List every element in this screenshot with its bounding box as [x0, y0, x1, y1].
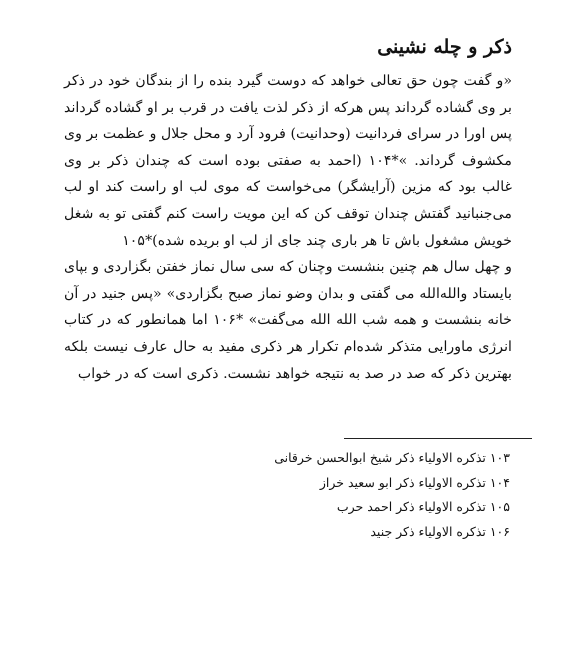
footnote-105: ۱۰۵ تذکره الاولیاء ذکر احمد حرب: [336, 499, 510, 514]
main-text-block: [64, 32, 512, 387]
paragraph-2: و چهل سال هم چنین بنشست وچنان که سی سال نماز خفتن بگزاردی و بپای بایستاد والله‌الله می گفتی و بدان وضو نماز صبح بگزاردی» «پس جنید در آن خانه بنشست و همه شب الله الله می‌گفت» *۱۰۶ اما همانطور که در کتاب انرژی ماورایی متذکر شده‌ام تکرار هر ذکری مفید به حال عارف نیست بلکه بهترین ذکر که صد در صد به نتیجه خواهد نشست. ذکری است که در خواب: [64, 259, 513, 382]
section-title: ذکر و چله نشینی: [377, 36, 512, 58]
footnote-106: ۱۰۶ تذکره الاولیاء ذکر جنید: [370, 523, 510, 539]
paragraph-1: «و گفت چون حق تعالی خواهد که دوست گیرد بنده را از بندگان خود در ذکر بر وی گشاده گرداند پس هرکه از ذکر لذت یافت در قرب بر او گشاده گرداند پس اورا در سرای فردانیت (وحدانیت) فرود آرد و محل جلال و عظمت بر وی مکشوف گرداند. »*۱۰۴ (احمد به صفتی بوده است که چندان ذکر بر وی غالب بود که مزین (آرایشگر) می‌خواست که موی لب او راست کند او لب می‌جنبانید گفتش چندان توقف کن که این مویت راست کنم گفتی تو به شغل خویش مشغول باش تا هر باری چند جای از لب او بریده شده)*۱۰۵: [64, 73, 512, 249]
footnote-104: ۱۰۴ تذکره الاولیاء ذکر ابو سعید خراز: [319, 474, 510, 490]
footnote-103: ۱۰۳ تذکره الاولیاء ذکر شیخ ابوالحسن خرقانی: [274, 450, 510, 465]
footnote-divider: [344, 438, 532, 439]
footnotes-list: [250, 446, 510, 544]
